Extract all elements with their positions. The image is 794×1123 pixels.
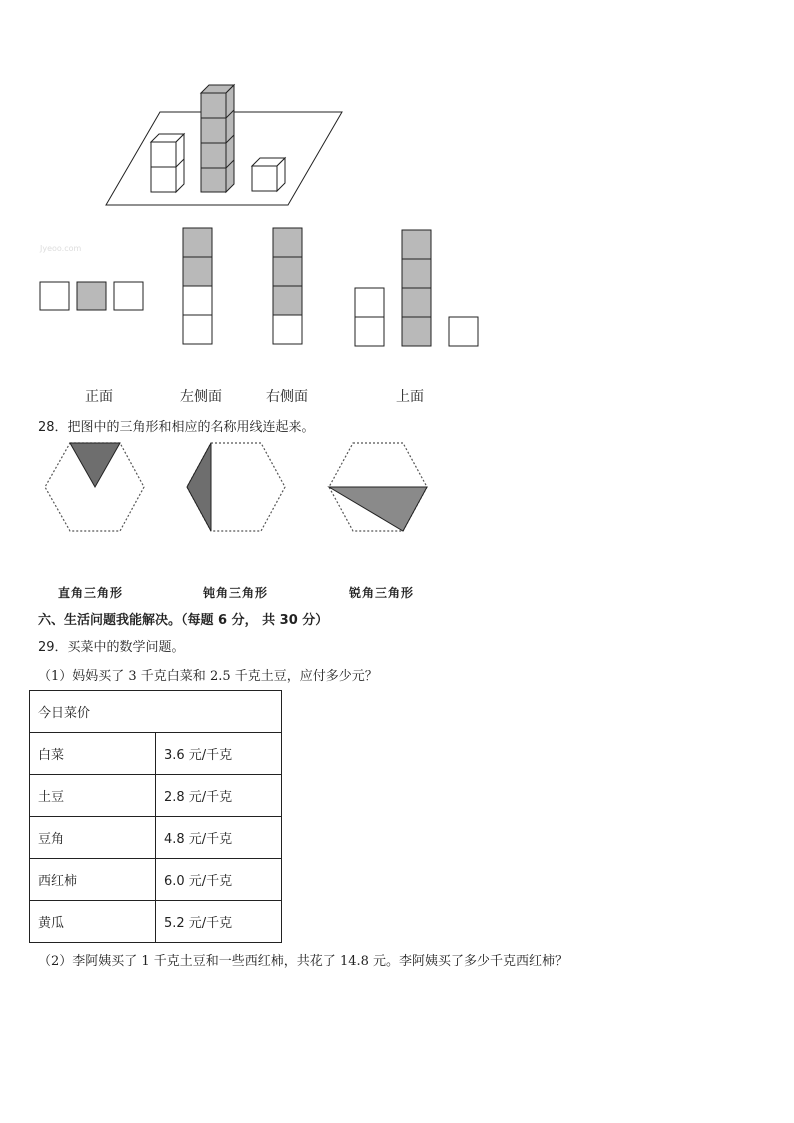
cube-stack-left [151,134,184,192]
table-row [30,817,282,859]
triangle-label-right: 直角三角形 [58,586,124,600]
vegetable-name: 黄瓜 [30,901,156,943]
hexagon-1 [45,443,144,531]
right-side-view [273,228,302,344]
hexagon-3 [329,443,427,531]
top-view [355,230,478,346]
view-label-left-side: 左侧面 [180,389,222,405]
table-row [30,901,282,943]
table-row [30,859,282,901]
question-29-part-2: （2）李阿姨买了 1 千克土豆和一些西红柿，共花了 14.8 元。李阿姨买了多少千克西红柿？ [38,954,569,969]
left-side-view [183,228,212,344]
table-row [30,775,282,817]
hexagon-2 [187,443,285,531]
cube-arrangement-figure [0,0,794,360]
cube-single-right [252,158,285,191]
vegetable-name: 西红柿 [30,859,156,901]
cube-stack-middle [201,85,234,192]
question-29-part-1: （1）妈妈买了 3 千克白菜和 2.5 千克土豆，应付多少元？ [38,669,378,684]
triangle-acute-shaded [70,443,120,487]
triangle-label-obtuse: 钝角三角形 [203,586,269,600]
table-header-row [30,691,282,733]
view-label-right-side: 右侧面 [266,389,308,405]
table-row [30,733,282,775]
vegetable-name: 豆角 [30,817,156,859]
view-label-top: 上面 [396,389,424,405]
question-29: 29．买菜中的数学问题。 [38,640,185,655]
vegetable-price: 2.8 元/千克 [156,775,282,817]
vegetable-name: 土豆 [30,775,156,817]
vegetable-name: 白菜 [30,733,156,775]
price-table [29,690,282,943]
vegetable-price: 3.6 元/千克 [156,733,282,775]
view-label-front: 正面 [85,389,113,405]
triangle-label-acute: 锐角三角形 [349,586,415,600]
section-6-heading: 六、生活问题我能解决。（每题 6 分， 共 30 分） [38,613,329,628]
vegetable-price: 4.8 元/千克 [156,817,282,859]
table-header: 今日菜价 [30,691,282,733]
triangle-obtuse-shaded [187,443,211,531]
vegetable-price: 6.0 元/千克 [156,859,282,901]
watermark: Jyeoo.com [40,244,82,253]
front-view [40,282,143,310]
vegetable-price: 5.2 元/千克 [156,901,282,943]
triangle-right-shaded [329,487,427,531]
question-28: 28．把图中的三角形和相应的名称用线连起来。 [38,420,315,435]
